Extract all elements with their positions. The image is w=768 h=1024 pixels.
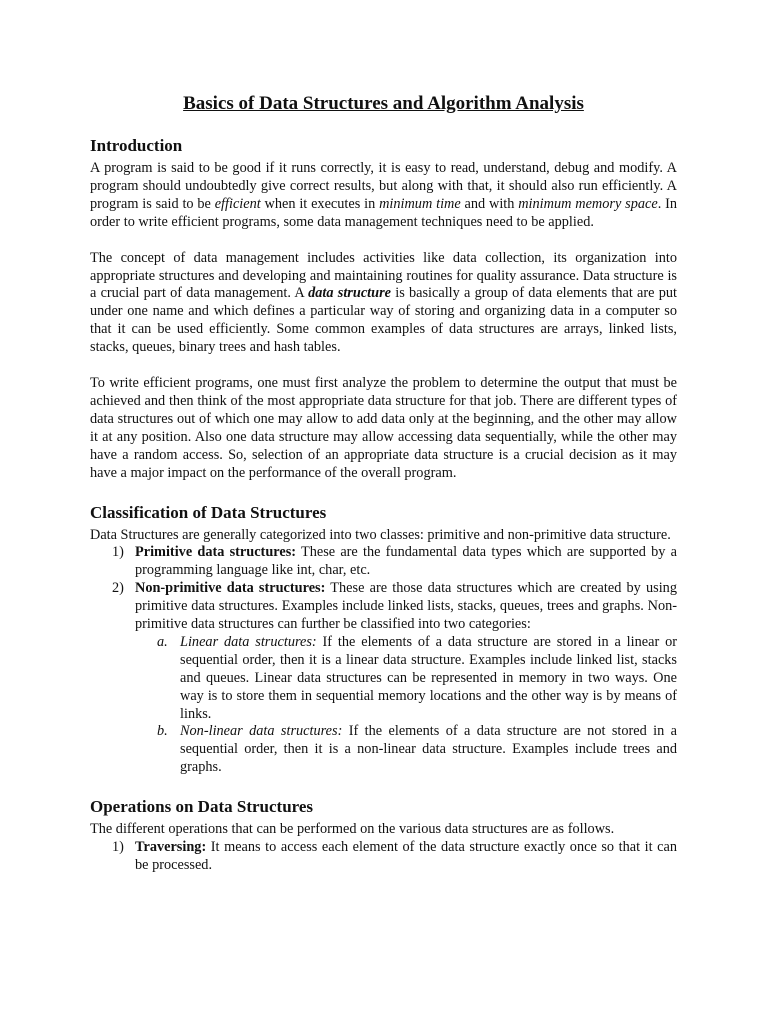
classification-lead: Data Structures are generally categorized into two classes: primitive and non-primitive data structure. (90, 526, 671, 543)
list-item-number: 1) (112, 839, 124, 856)
list-item-term: Non-primitive data structures: (135, 580, 326, 597)
list-item-number: 1) (112, 544, 124, 561)
list-item-text: These are those data structures which are created by using primitive data structures. Examples include linked lists, stacks, queues, trees and graphs. Non-primitive data structures can further be classified into two categories: (135, 580, 677, 633)
document-title: Basics of Data Structures and Algorithm Analysis (183, 93, 584, 114)
list-item-letter: b. (157, 723, 168, 740)
list-item-text: If the elements of a data structure are not stored in a sequential order, then it is a non-linear data structure. Examples include trees and graphs. (180, 723, 678, 776)
intro-p1-text-3: and with (460, 195, 519, 212)
intro-p2-text-1: The concept of data management includes activities like data collection, its organization into appropriate structures and developing and maintaining routines for quality assurance. Data structure is a crucial part of data management. A (90, 249, 677, 302)
list-item-term: Traversing: (135, 839, 207, 856)
intro-p1-text-2: when it executes in (260, 195, 380, 212)
operations-heading: Operations on Data Structures (90, 797, 314, 817)
list-item (90, 580, 677, 777)
intro-paragraph-2 (90, 250, 677, 357)
classification-heading: Classification of Data Structures (90, 502, 327, 522)
intro-p2-emphasis-data-structure: data structure (308, 285, 391, 302)
intro-paragraph-3: To write efficient programs, one must first analyze the problem to determine the output that must be achieved and then think of the most appropriate data structure for that job. There are different types of data structures out of which one may allow to add data only at the beginning, and the other may allow it at any position. Also one data structure may allow accessing data sequentially, while the other may have a random access. So, selection of an appropriate data structure is a crucial decision as it may have a major impact on the performance of the overall program. (90, 375, 677, 481)
intro-p2-text-2: is basically a group of data elements that are put under one name and which defines a particular way of storing and organizing data in a computer so that it can be used efficiently. Some common examples of data structures are arrays, linked lists, stacks, queues, binary trees and hash tables. (90, 285, 677, 356)
intro-p1-emphasis-minimum-time: minimum time (379, 195, 461, 212)
list-item (90, 839, 677, 875)
intro-p1-emphasis-efficient: efficient (214, 195, 261, 212)
classification-sublist (135, 634, 677, 777)
introduction-heading: Introduction (90, 136, 183, 155)
intro-p1-text-1: A program is said to be good if it runs correctly, it is easy to read, understand, debug and modify. A program should undoubtedly give correct results, but along with that, it should also run efficiently. A program is said to be (90, 160, 677, 212)
list-item (135, 723, 677, 777)
list-item-letter: a. (157, 633, 168, 650)
classification-list (90, 544, 677, 777)
list-item-text: It means to access each element of the data structure exactly once so that it can be processed. (135, 839, 677, 873)
list-item-text: If the elements of a data structure are stored in a linear or sequential order, then it is a linear data structure. Examples include linked list, stacks and queues. Linear data structures can be represented in memory in two ways. One way is to store them in sequential memory locations and the other way is by means of links. (180, 633, 677, 722)
operations-list (90, 839, 677, 875)
list-item-term: Non-linear data structures: (180, 723, 343, 740)
list-item (135, 634, 677, 724)
list-item-term: Primitive data structures: (135, 544, 297, 561)
list-item-number: 2) (112, 580, 124, 597)
intro-p1-emphasis-minimum-memory: minimum memory space (518, 195, 658, 212)
list-item-term: Linear data structures: (180, 633, 317, 650)
operations-lead: The different operations that can be performed on the various data structures are as follows. (90, 821, 615, 838)
intro-p1-text-4: . In order to write efficient programs, some data management techniques need to be applied. (90, 195, 677, 230)
document-page (90, 92, 677, 875)
list-item (90, 544, 677, 580)
intro-paragraph-1 (90, 160, 677, 232)
list-item-text: These are the fundamental data types which are supported by a programming language like int, char, etc. (135, 544, 677, 579)
